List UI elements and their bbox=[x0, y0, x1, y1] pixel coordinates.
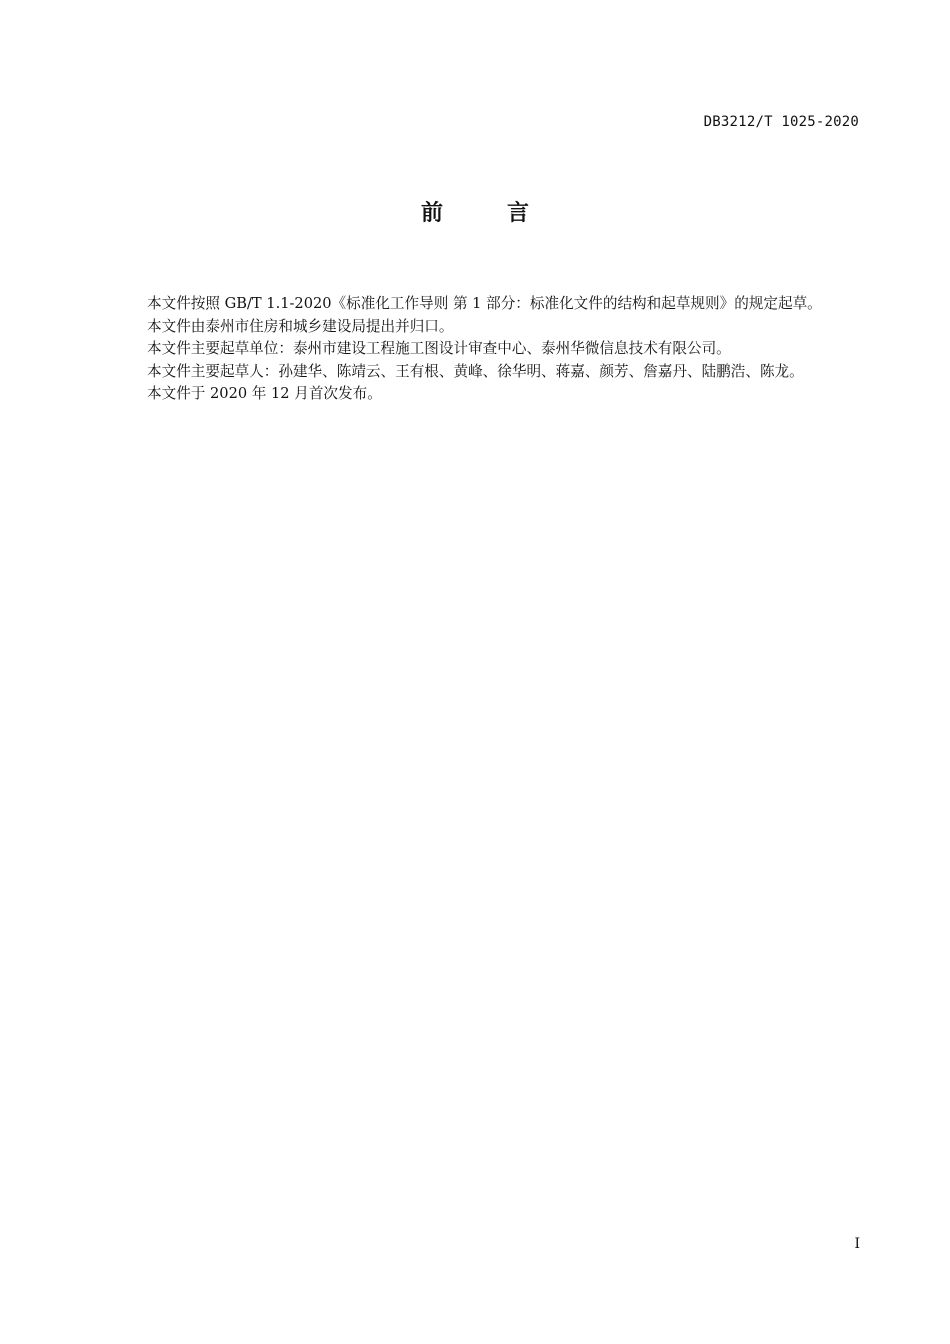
title-char-left: 前 bbox=[420, 201, 443, 226]
page-number: I bbox=[854, 1236, 860, 1252]
page-title bbox=[0, 196, 950, 227]
paragraph-proposer: 本文件由泰州市住房和城乡建设局提出并归口。 bbox=[147, 317, 454, 335]
title-char-right: 言 bbox=[507, 201, 530, 226]
standard-code: DB3212/T 1025-2020 bbox=[703, 114, 859, 130]
paragraph-drafting-units: 本文件主要起草单位：泰州市建设工程施工图设计审查中心、泰州华微信息技术有限公司。 bbox=[147, 340, 731, 357]
paragraph-release: 本文件于 2020 年 12 月首次发布。 bbox=[147, 385, 382, 402]
paragraph-drafters: 本文件主要起草人：孙建华、陈靖云、王有根、黄峰、徐华明、蒋嘉、颜芳、詹嘉丹、陆鹏浩、陈龙。 bbox=[147, 362, 804, 380]
paragraph-drafting-rules: 本文件按照 GB/T 1.1-2020《标准化工作导则 第 1 部分：标准化文件的结构和起草规则》的规定起草。 bbox=[147, 295, 822, 312]
preface-body bbox=[114, 293, 860, 406]
